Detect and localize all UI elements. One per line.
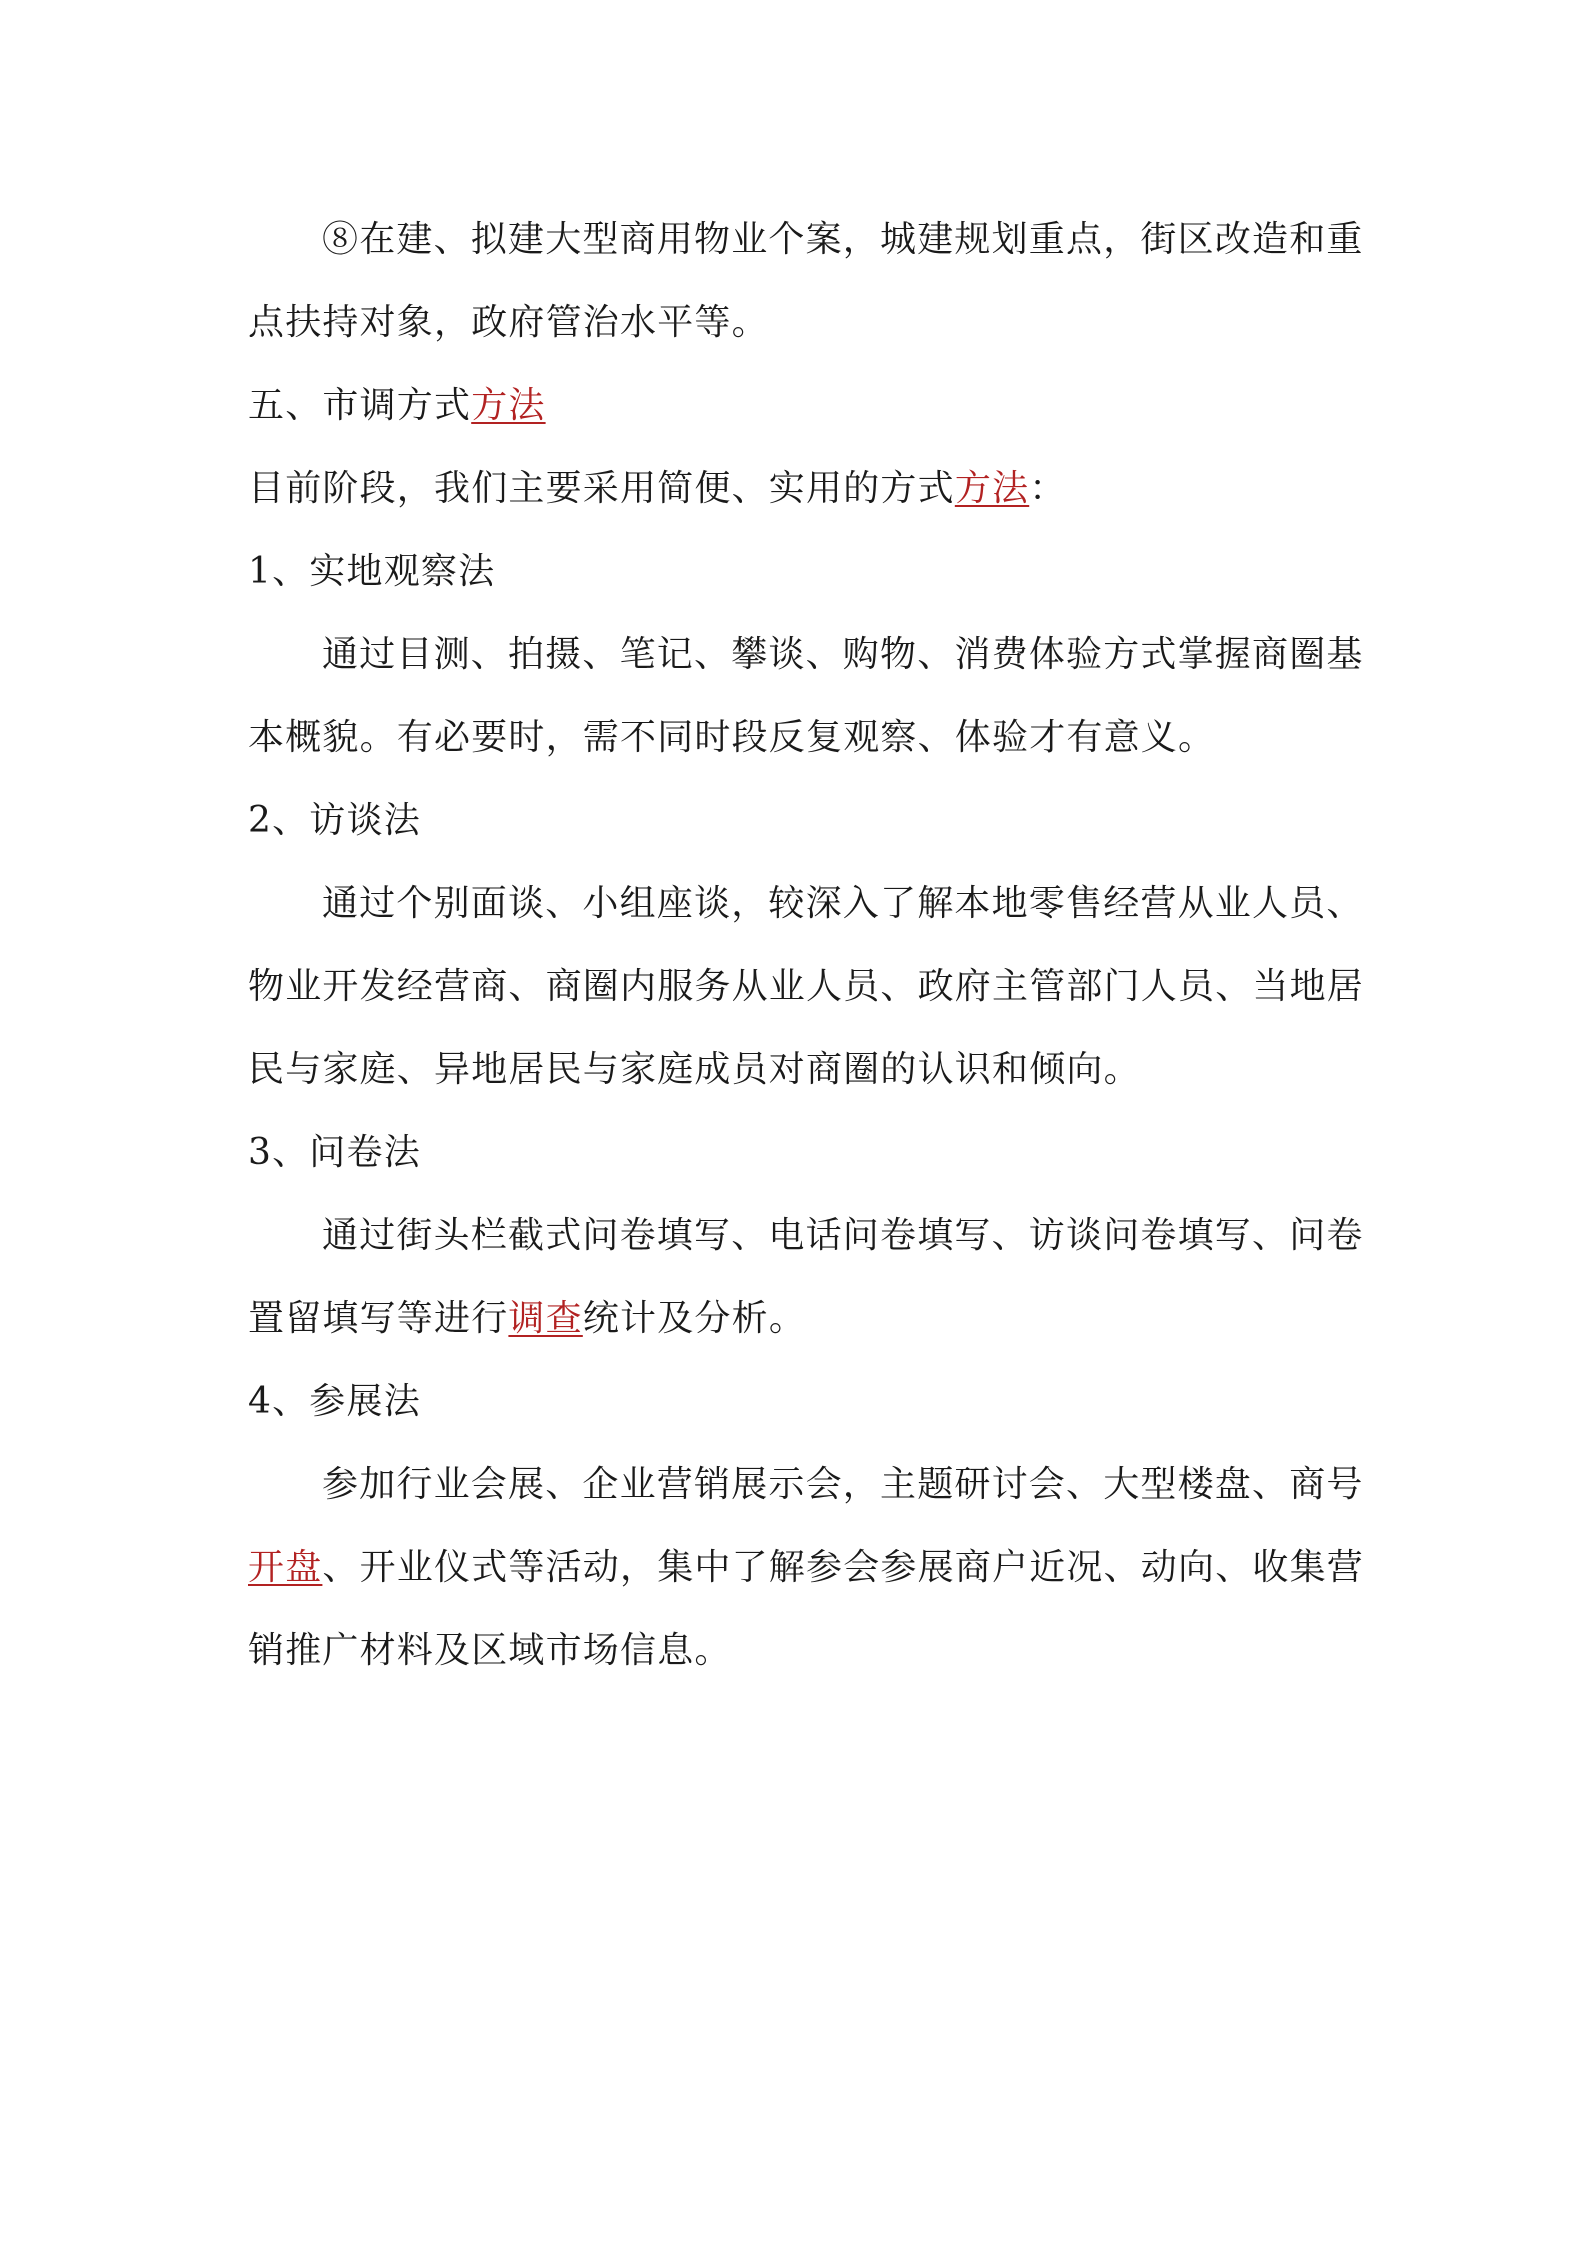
intro-text: 目前阶段，我们主要采用简便、实用的方式 <box>248 468 955 509</box>
method3-line-2-pre: 置留填写等进行 <box>248 1298 509 1339</box>
method1-line-1: 通过目测、拍摄、笔记、攀谈、购物、消费体验方式掌握商圈基 <box>322 634 1364 675</box>
method3-line-2-post: 统计及分析。 <box>582 1298 807 1339</box>
method4-heading: 4、参展法 <box>248 1381 421 1422</box>
method3-line-1: 通过街头栏截式问卷填写、电话问卷填写、访谈问卷填写、问卷 <box>322 1215 1364 1256</box>
opening-link[interactable]: 开盘 <box>248 1547 323 1588</box>
intro-tail: ： <box>1029 468 1067 509</box>
method4-line-1: 参加行业会展、企业营销展示会，主题研讨会、大型楼盘、商号 <box>322 1464 1364 1505</box>
method4-line-3: 销推广材料及区域市场信息。 <box>248 1630 732 1671</box>
intro-paragraph <box>248 465 1066 513</box>
method1-heading: 1、实地观察法 <box>248 551 496 592</box>
item8-line-1: ⑧在建、拟建大型商用物业个案，城建规划重点，街区改造和重 <box>322 219 1364 260</box>
intro-method-link[interactable]: 方法 <box>954 468 1030 509</box>
section5-heading <box>248 382 546 430</box>
method2-line-1: 通过个别面谈、小组座谈，较深入了解本地零售经营从业人员、 <box>322 883 1364 924</box>
section5-method-link[interactable]: 方法 <box>471 385 546 426</box>
method4-line-2-post: 、开业仪式等活动，集中了解参会参展商户近况、动向、收集营 <box>322 1547 1365 1588</box>
method3-heading: 3、问卷法 <box>248 1132 421 1173</box>
method2-line-2: 物业开发经营商、商圈内服务从业人员、政府主管部门人员、当地居 <box>248 966 1365 1007</box>
method4-line-2 <box>248 1544 1364 1592</box>
method1-line-2: 本概貌。有必要时，需不同时段反复观察、体验才有意义。 <box>248 717 1216 758</box>
survey-link[interactable]: 调查 <box>508 1298 583 1339</box>
method2-heading: 2、访谈法 <box>248 800 421 841</box>
method2-line-3: 民与家庭、异地居民与家庭成员对商圈的认识和倾向。 <box>248 1049 1141 1090</box>
method3-line-2 <box>248 1295 806 1343</box>
section5-heading-text: 五、市调方式 <box>248 385 472 426</box>
item8-line-2: 点扶持对象，政府管治水平等。 <box>248 302 769 343</box>
